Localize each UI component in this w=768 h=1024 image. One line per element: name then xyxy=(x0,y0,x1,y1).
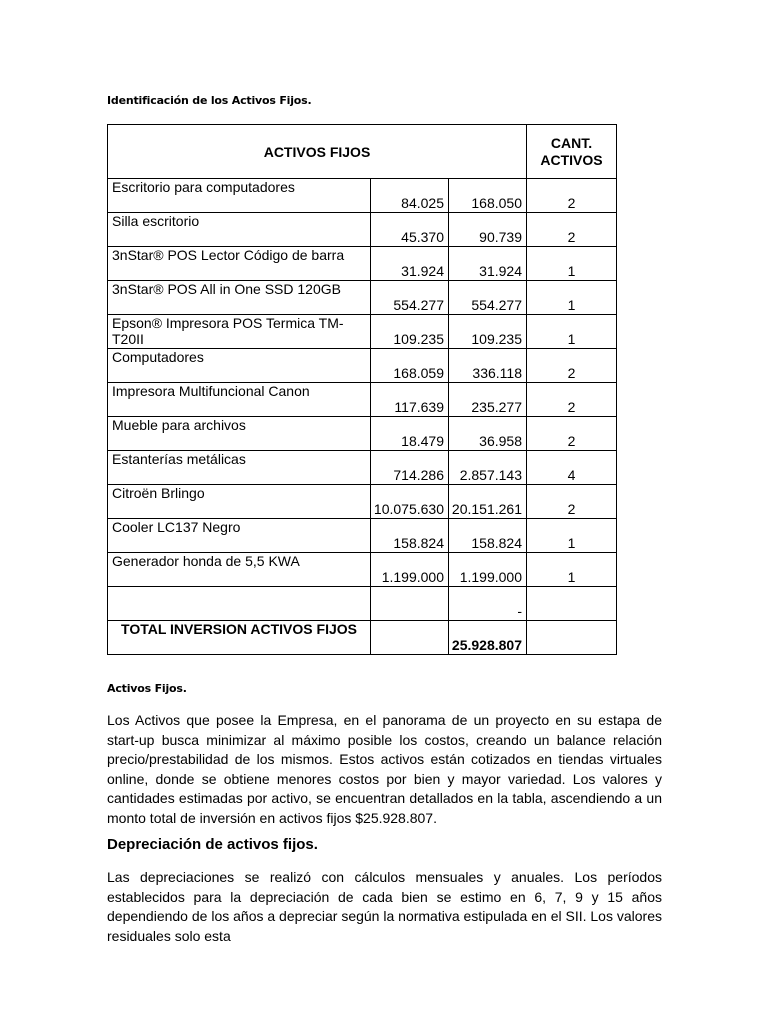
table-row xyxy=(108,519,617,553)
table-row xyxy=(108,417,617,451)
total-price: 20.151.261 xyxy=(449,485,527,519)
total-price: 36.958 xyxy=(449,417,527,451)
table-row xyxy=(108,247,617,281)
asset-qty: 1 xyxy=(527,553,617,587)
asset-qty: 1 xyxy=(527,281,617,315)
table-header-row xyxy=(108,125,617,179)
asset-qty: 2 xyxy=(527,485,617,519)
asset-qty: 4 xyxy=(527,451,617,485)
header-qty-line1: CANT. xyxy=(550,134,593,151)
asset-name: Computadores xyxy=(108,349,371,383)
asset-name: 3nStar® POS Lector Código de barra xyxy=(108,247,371,281)
total-price: 1.199.000 xyxy=(449,553,527,587)
total-price: 158.824 xyxy=(449,519,527,553)
empty-dash: - xyxy=(449,587,527,621)
total-price: 235.277 xyxy=(449,383,527,417)
empty-row xyxy=(108,587,617,621)
empty-cell xyxy=(371,587,449,621)
asset-qty: 1 xyxy=(527,315,617,349)
asset-qty: 2 xyxy=(527,383,617,417)
empty-cell xyxy=(527,587,617,621)
total-price: 90.739 xyxy=(449,213,527,247)
total-label: TOTAL INVERSION ACTIVOS FIJOS xyxy=(108,621,371,655)
asset-name: Silla escritorio xyxy=(108,213,371,247)
table-row xyxy=(108,315,617,349)
unit-price: 714.286 xyxy=(371,451,449,485)
asset-name: Citroën Brlingo xyxy=(108,485,371,519)
asset-name: 3nStar® POS All in One SSD 120GB xyxy=(108,281,371,315)
asset-name: Mueble para archivos xyxy=(108,417,371,451)
empty-cell xyxy=(108,587,371,621)
table-row xyxy=(108,281,617,315)
section2-title: Activos Fijos. xyxy=(107,682,187,695)
asset-name: Escritorio para computadores xyxy=(108,179,371,213)
assets-table xyxy=(107,124,617,655)
total-price: 31.924 xyxy=(449,247,527,281)
asset-name: Impresora Multifuncional Canon xyxy=(108,383,371,417)
section-title: Identificación de los Activos Fijos. xyxy=(107,94,312,107)
total-price: 554.277 xyxy=(449,281,527,315)
paragraph-depreciacion: Las depreciaciones se realizó con cálculos mensuales y anuales. Los períodos establecidos para la depreciación de cada bien se estimo en 6, 7, 9 y 15 años dependiendo de los años a depreciar según la normativa estipulada en el SII. Los valores residuales solo esta xyxy=(107,869,662,944)
header-qty-cell xyxy=(527,125,617,179)
table-row xyxy=(108,213,617,247)
header-title: ACTIVOS FIJOS xyxy=(263,143,371,160)
unit-price: 158.824 xyxy=(371,519,449,553)
asset-qty: 2 xyxy=(527,213,617,247)
unit-price: 554.277 xyxy=(371,281,449,315)
total-row xyxy=(108,621,617,655)
total-empty-cell xyxy=(371,621,449,655)
depreciation-heading: Depreciación de activos fijos. xyxy=(107,836,318,853)
total-empty-cell xyxy=(527,621,617,655)
paragraph-activos: Los Activos que posee la Empresa, en el panorama de un proyecto en su estapa de start-up busca minimizar al máximo posible los costos, creando un balance relación precio/prestabilidad de los mismos. Estos activos están cotizados en tiendas virtuales online, donde se obtiene menores costos por bien y mayor variedad. Los valores y cantidades estimadas por activo, se encuentran detallados en la tabla, ascendiendo a un monto total de inversión en activos fijos $25.928.807. xyxy=(107,712,662,826)
unit-price: 117.639 xyxy=(371,383,449,417)
unit-price: 10.075.630 xyxy=(371,485,449,519)
total-price: 336.118 xyxy=(449,349,527,383)
total-price: 109.235 xyxy=(449,315,527,349)
table-row xyxy=(108,383,617,417)
asset-name: Epson® Impresora POS Termica TM-T20II xyxy=(108,315,371,349)
unit-price: 18.479 xyxy=(371,417,449,451)
table-row xyxy=(108,349,617,383)
unit-price: 109.235 xyxy=(371,315,449,349)
asset-qty: 1 xyxy=(527,247,617,281)
total-price: 168.050 xyxy=(449,179,527,213)
asset-name: Estanterías metálicas xyxy=(108,451,371,485)
unit-price: 84.025 xyxy=(371,179,449,213)
asset-qty: 2 xyxy=(527,349,617,383)
total-value: 25.928.807 xyxy=(449,621,527,655)
table-row xyxy=(108,553,617,587)
asset-qty: 1 xyxy=(527,519,617,553)
table-row xyxy=(108,179,617,213)
asset-name: Generador honda de 5,5 KWA xyxy=(108,553,371,587)
header-title-cell xyxy=(108,125,527,179)
asset-name: Cooler LC137 Negro xyxy=(108,519,371,553)
unit-price: 45.370 xyxy=(371,213,449,247)
table-row xyxy=(108,485,617,519)
unit-price: 1.199.000 xyxy=(371,553,449,587)
unit-price: 168.059 xyxy=(371,349,449,383)
table-row xyxy=(108,451,617,485)
asset-qty: 2 xyxy=(527,179,617,213)
asset-qty: 2 xyxy=(527,417,617,451)
unit-price: 31.924 xyxy=(371,247,449,281)
header-qty-line2: ACTIVOS xyxy=(540,151,603,168)
total-price: 2.857.143 xyxy=(449,451,527,485)
